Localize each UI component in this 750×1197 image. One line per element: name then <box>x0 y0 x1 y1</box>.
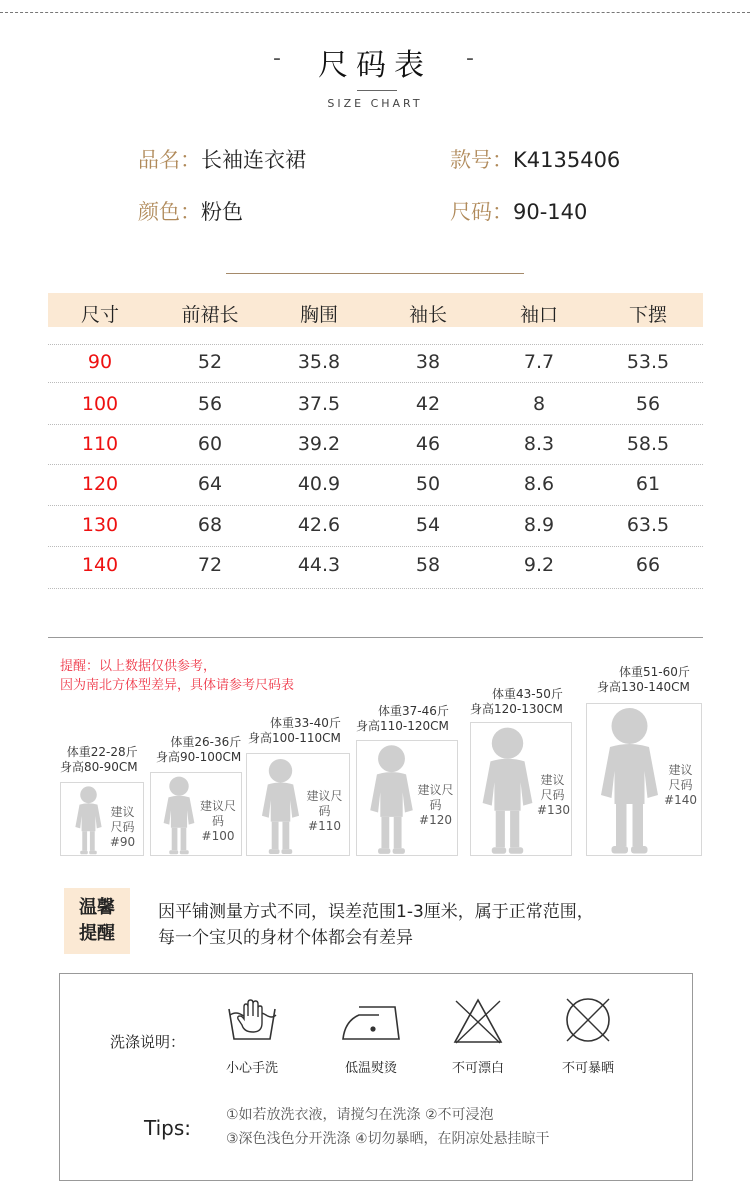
recommended-size <box>417 783 454 828</box>
warm-title-line-1: 温馨 <box>79 897 115 918</box>
product-code-label: 款号： <box>450 148 513 172</box>
child-silhouette-icon <box>368 743 415 855</box>
warm-reminder-text <box>158 899 594 951</box>
table-cell: 42.6 <box>297 514 341 536</box>
care-label: 洗涤说明： <box>110 1033 186 1051</box>
table-size-cell: 90 <box>87 351 113 373</box>
table-row-divider <box>48 424 703 425</box>
figure-label <box>248 716 341 746</box>
low-iron-label: 低温熨烫 <box>344 1061 397 1076</box>
recommended-size-label: 建议尺码 <box>110 804 135 834</box>
table-header-cell: 尺寸 <box>80 304 119 326</box>
product-color <box>138 196 243 226</box>
table-cell: 8.9 <box>523 514 555 536</box>
table-header-cell: 下摆 <box>628 304 667 326</box>
table-cell: 52 <box>197 351 223 373</box>
figure-height: 身高90-100CM <box>156 750 242 764</box>
figure-height: 身高100-110CM <box>248 731 341 745</box>
table-cell: 60 <box>197 433 223 455</box>
figure-weight: 体重22-28斤 <box>66 745 138 759</box>
figure-label <box>156 735 241 765</box>
table-row-divider <box>48 505 703 506</box>
table-cell: 44.3 <box>297 554 341 576</box>
figure-label <box>597 665 690 695</box>
title-dash-right: - <box>466 46 474 71</box>
child-silhouette-icon <box>162 775 196 855</box>
child-silhouette-icon <box>598 705 661 855</box>
recommended-size-label: 建议尺码 <box>199 799 236 829</box>
table-header-cell: 前裙长 <box>181 304 239 326</box>
reminder-line-2: 因为南北方体型差异，具体请参考尺码表 <box>60 678 295 693</box>
recommended-size-label: 建议尺码 <box>417 782 454 812</box>
figure-label <box>60 745 138 775</box>
no-sun-dry-icon <box>563 995 613 1045</box>
recommended-size-value: #100 <box>201 829 235 844</box>
figure-weight: 体重43-50斤 <box>492 687 563 701</box>
table-cell: 39.2 <box>297 433 341 455</box>
low-iron-icon <box>339 1001 403 1043</box>
table-row-divider <box>48 464 703 465</box>
table-size-cell: 100 <box>81 393 119 415</box>
recommended-size-label: 建议尺码 <box>306 789 343 819</box>
figure-height: 身高80-90CM <box>60 760 138 774</box>
product-code <box>450 144 620 174</box>
top-dashed-divider <box>0 12 750 13</box>
table-row-divider <box>48 588 703 589</box>
table-size-cell: 120 <box>81 473 119 495</box>
recommended-size-value: #110 <box>308 819 341 834</box>
recommended-size-value: #120 <box>419 812 452 827</box>
product-size-label: 尺码： <box>450 200 513 224</box>
table-cell: 8 <box>532 393 546 415</box>
table-cell: 38 <box>415 351 441 373</box>
table-cell: 50 <box>415 473 441 495</box>
hand-wash-icon <box>226 999 278 1043</box>
table-header-cell: 袖口 <box>519 304 558 326</box>
table-cell: 72 <box>197 554 223 576</box>
product-name <box>138 144 306 174</box>
table-row-divider <box>48 382 703 383</box>
table-cell: 37.5 <box>297 393 341 415</box>
recommended-size-value: #130 <box>537 803 570 818</box>
child-silhouette-icon <box>480 725 535 855</box>
figure-height: 身高130-140CM <box>597 680 690 694</box>
table-cell: 7.7 <box>523 351 555 373</box>
table-bottom-divider <box>48 637 703 638</box>
no-bleach-icon <box>452 997 504 1045</box>
title-dash-left: - <box>273 46 281 71</box>
product-name-label: 品名： <box>138 148 201 172</box>
recommended-size <box>303 789 346 834</box>
recommended-size <box>537 773 568 818</box>
table-cell: 61 <box>635 473 661 495</box>
hand-wash-label: 小心手洗 <box>225 1061 278 1076</box>
tips-line-2: ③深色浅色分开洗涤 ④切勿暴晒，在阴凉处悬挂晾干 <box>226 1131 550 1147</box>
table-cell: 46 <box>415 433 441 455</box>
figure-height: 身高120-130CM <box>470 702 563 716</box>
warm-desc-line-1: 因平铺测量方式不同，误差范围1-3厘米，属于正常范围， <box>158 902 594 922</box>
table-row-divider <box>48 344 703 345</box>
figure-weight: 体重26-36斤 <box>170 735 242 749</box>
table-size-cell: 140 <box>81 554 119 576</box>
warm-title-line-2: 提醒 <box>79 923 115 944</box>
recommended-size-value: #140 <box>664 793 697 808</box>
recommended-size <box>198 799 238 844</box>
child-silhouette-icon <box>74 785 103 855</box>
product-size <box>450 196 587 226</box>
title-underline <box>357 90 397 91</box>
table-cell: 8.3 <box>523 433 555 455</box>
table-cell: 35.8 <box>297 351 341 373</box>
table-cell: 8.6 <box>523 473 555 495</box>
product-color-label: 颜色： <box>138 200 201 224</box>
product-name-value: 长袖连衣裙 <box>201 148 306 172</box>
tips-label: Tips: <box>144 1116 192 1140</box>
recommended-size-label: 建议尺码 <box>668 763 693 793</box>
figure-weight: 体重51-60斤 <box>619 665 690 679</box>
table-cell: 66 <box>635 554 661 576</box>
warm-reminder-title <box>64 895 130 947</box>
warm-desc-line-2: 每一个宝贝的身材个体都会有差异 <box>158 928 413 948</box>
product-color-value: 粉色 <box>201 200 243 224</box>
figure-height: 身高110-120CM <box>356 719 449 733</box>
table-cell: 54 <box>415 514 441 536</box>
table-cell: 58.5 <box>626 433 670 455</box>
figure-label <box>470 687 563 717</box>
tips-line-1: ①如若放洗衣液，请搅匀在洗涤 ②不可浸泡 <box>226 1107 494 1123</box>
table-cell: 56 <box>197 393 223 415</box>
recommended-size-label: 建议尺码 <box>540 773 565 803</box>
figure-label <box>356 704 449 734</box>
product-code-value: K4135406 <box>513 148 621 172</box>
recommended-size <box>105 805 140 850</box>
table-cell: 56 <box>635 393 661 415</box>
recommended-size <box>663 763 698 808</box>
recommended-size-value: #90 <box>109 834 136 849</box>
table-header-cell: 胸围 <box>299 304 338 326</box>
page-subtitle: SIZE CHART <box>327 97 423 110</box>
table-cell: 68 <box>197 514 223 536</box>
figure-weight: 体重37-46斤 <box>378 704 449 718</box>
page-title: 尺码表 <box>318 48 432 83</box>
child-silhouette-icon <box>260 757 301 855</box>
table-size-cell: 110 <box>81 433 119 455</box>
table-row-divider <box>48 546 703 547</box>
table-cell: 53.5 <box>626 351 670 373</box>
table-cell: 58 <box>415 554 441 576</box>
product-size-value: 90-140 <box>513 200 588 224</box>
no-sun-dry-label: 不可暴晒 <box>561 1061 614 1076</box>
table-size-cell: 130 <box>81 514 119 536</box>
table-cell: 63.5 <box>626 514 670 536</box>
section-divider <box>226 273 524 274</box>
table-cell: 42 <box>415 393 441 415</box>
table-cell: 9.2 <box>523 554 555 576</box>
table-cell: 64 <box>197 473 223 495</box>
no-bleach-label: 不可漂白 <box>451 1061 504 1076</box>
reminder-line-1: 提醒：以上数据仅供参考， <box>60 659 217 674</box>
table-cell: 40.9 <box>297 473 341 495</box>
table-header-cell: 袖长 <box>408 304 447 326</box>
figure-weight: 体重33-40斤 <box>270 716 341 730</box>
